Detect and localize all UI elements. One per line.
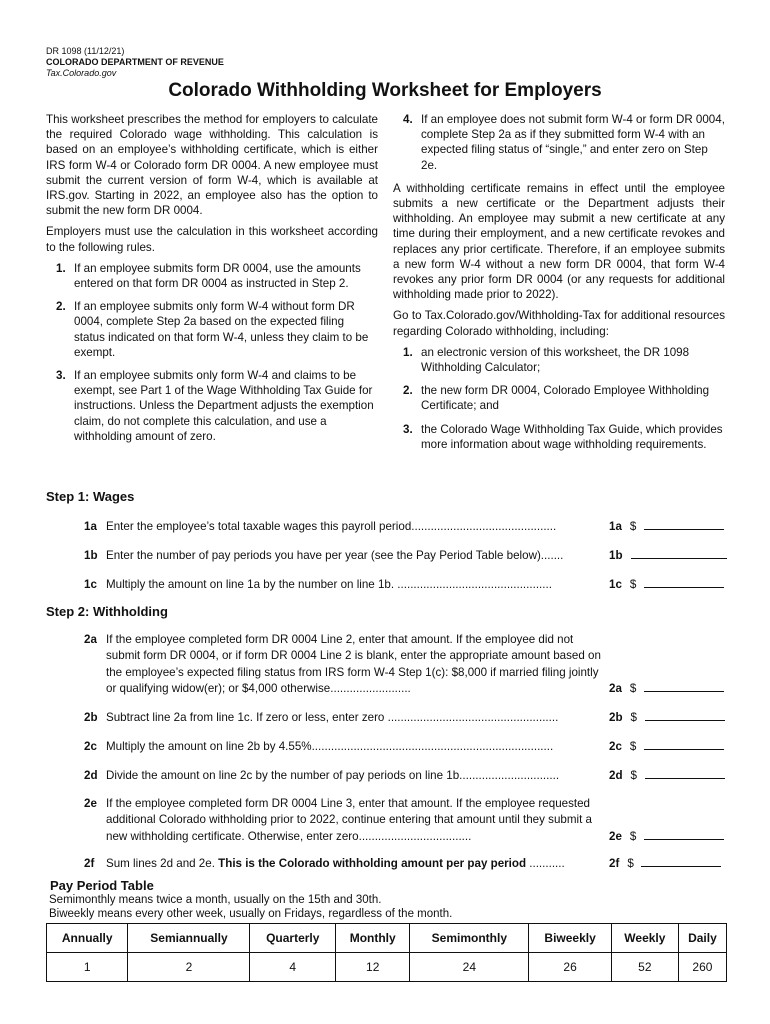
line-label: 1c [609, 578, 622, 591]
table-header-row [47, 924, 727, 953]
dollar-sign: $ [629, 578, 637, 591]
page-title: Colorado Withholding Worksheet for Employers [168, 80, 602, 101]
line-id: 2b [84, 711, 98, 724]
list-item [46, 299, 378, 360]
resource-text: the new form DR 0004, Colorado Employee Withholding Certificate; and [421, 384, 710, 413]
resource-number: 3. [403, 422, 413, 436]
line-id: 1b [84, 549, 98, 562]
rule-number: 4. [403, 113, 413, 126]
resource-number: 2. [403, 384, 413, 398]
department-name: COLORADO DEPARTMENT OF REVENUE [46, 57, 224, 67]
line-text-tail: ........... [526, 857, 565, 870]
line-text: Subtract line 2a from line 1c. If zero or less, enter zero ..................................................... [106, 711, 559, 724]
rules-list [46, 261, 378, 444]
step2-heading: Step 2: Withholding [46, 604, 168, 619]
table-cell: 260 [678, 953, 726, 982]
line-text: If the employee completed form DR 0004 Line 2, enter that amount. If the employee did not submit form DR 0004, or if form DR 0004 Line 2 is blank, enter the appropriate amount based on the employee’s expected filing status from IRS form W-4 Step 1(c): $8,000 if married filing jointly or qualifying widow(er); or $4,000 otherwise......................... [106, 633, 601, 695]
rule-text: If an employee submits only form W-4 and claims to be exempt, see Part 1 of the Wage Withholding Tax Guide for instructions. Unless the Department adjusts the exemption claim, do not complete this calculation, and use a withholding amount of zero. [74, 369, 374, 443]
table-cell: 12 [336, 953, 410, 982]
amount-field-1c[interactable] [644, 575, 724, 588]
amount-field-1a[interactable] [644, 517, 724, 530]
line-label: 2c [609, 740, 622, 753]
resources-intro: Go to Tax.Colorado.gov/Withholding-Tax for additional resources regarding Colorado withholding, including: [393, 309, 725, 338]
table-header: Semimonthly [410, 924, 529, 953]
rule-number: 1. [56, 261, 66, 275]
amount-field-2c[interactable] [644, 737, 724, 750]
semimonthly-note: Semimonthly means twice a month, usually on the 15th and 30th. [49, 894, 382, 906]
list-item [393, 383, 725, 413]
certificate-paragraph: A withholding certificate remains in effect until the employee submits a new certificate or the Department adjusts their withholding. An employee may submit a new certificate at any time during their employment, and a new certificate revokes and replaces any prior certificate. Therefore, if an employee submits a new form W-4 without a new form DR 0004, that form W-4 revokes any prior form DR 0004 (or any requests for additional withholding made prior to 2022). [393, 181, 725, 302]
dollar-sign: $ [629, 829, 637, 843]
line-1c [84, 577, 727, 593]
rules-intro: Employers must use the calculation in this worksheet according to the following rules. [46, 225, 378, 254]
line-id: 1a [84, 520, 97, 533]
resource-text: an electronic version of this worksheet, the DR 1098 Withholding Calculator; [421, 345, 690, 375]
table-cell: 2 [128, 953, 250, 982]
list-item [46, 261, 378, 291]
amount-field-2f[interactable] [641, 854, 721, 867]
line-2f [84, 856, 727, 872]
resource-text: the Colorado Wage Withholding Tax Guide, which provides more information about wage withholding requirements. [421, 422, 723, 451]
rule-text: If an employee submits only form W-4 without form DR 0004, complete Step 2a based on the expected filing status indicated on that form W-4, unless they claim to be exempt. [74, 300, 369, 359]
line-2a [84, 632, 727, 697]
line-label: 2a [609, 681, 622, 695]
list-item [393, 345, 725, 375]
left-column [46, 112, 378, 452]
right-column [393, 112, 725, 460]
dollar-sign: $ [629, 740, 637, 753]
table-cell: 52 [611, 953, 678, 982]
table-cell: 26 [529, 953, 612, 982]
line-id: 1c [84, 578, 97, 591]
amount-field-2d[interactable] [645, 766, 725, 779]
line-label: 2b [609, 711, 623, 724]
line-label: 2e [609, 829, 622, 843]
amount-field-2b[interactable] [645, 708, 725, 721]
rule4-list [393, 112, 725, 173]
resource-number: 1. [403, 345, 413, 359]
line-label: 2d [609, 769, 623, 782]
line-text: If the employee completed form DR 0004 Line 3, enter that amount. If the employee requested additional Colorado withholding prior to 2022, continue entering that amount until they submit a new withholding certificate. Otherwise, enter zero................................... [106, 797, 592, 843]
line-1b [84, 548, 727, 564]
dollar-sign: $ [630, 711, 637, 724]
line-text: Divide the amount on line 2c by the number of pay periods on line 1b............................... [106, 769, 560, 782]
table-header: Quarterly [250, 924, 336, 953]
resources-list [393, 345, 725, 452]
dollar-sign: $ [629, 520, 637, 533]
rule-text: If an employee submits form DR 0004, use the amounts entered on that form DR 0004 as instructed in Step 2. [74, 261, 361, 291]
table-header: Monthly [336, 924, 410, 953]
rule-text: If an employee does not submit form W-4 or form DR 0004, complete Step 2a as if they submitted form W-4 with an expected filing status of “single,” and enter zero on Step 2e. [421, 113, 725, 172]
intro-paragraph: This worksheet prescribes the method for employers to calculate the required Colorado wage withholding. This calculation is based on an employee’s withholding certificate, which is either IRS form W-4 or Colorado form DR 0004. A new employee must submit the current version of form W-4, which is available at IRS.gov. Starting in 2022, an employee also has the option to submit the new form DR 0004. [46, 113, 378, 218]
line-1a [84, 519, 727, 535]
pay-period-table [46, 923, 727, 982]
website: Tax.Colorado.gov [46, 68, 117, 78]
table-header: Daily [678, 924, 726, 953]
line-2d [84, 768, 727, 784]
line-text: Multiply the amount on line 1a by the number on line 1b. ................................................ [106, 578, 552, 591]
line-id: 2a [84, 633, 97, 646]
line-text-plain: Sum lines 2d and 2e. [106, 857, 219, 870]
line-text: Multiply the amount on line 2b by 4.55%........................................................................... [106, 740, 554, 753]
amount-field-1b[interactable] [631, 546, 727, 559]
table-header: Annually [47, 924, 128, 953]
line-id: 2c [84, 740, 97, 753]
line-text-bold: This is the Colorado withholding amount per pay period [218, 857, 527, 870]
dollar-sign: $ [630, 769, 637, 782]
table-header: Semiannually [128, 924, 250, 953]
table-row [47, 953, 727, 982]
pay-period-table-title: Pay Period Table [50, 878, 154, 893]
step1-heading: Step 1: Wages [46, 489, 135, 504]
rule-number: 2. [56, 300, 66, 314]
line-label: 1a [609, 520, 622, 533]
line-text [106, 856, 606, 872]
rule-number: 3. [56, 369, 66, 383]
dollar-sign: $ [629, 681, 637, 695]
table-cell: 24 [410, 953, 529, 982]
biweekly-note: Biweekly means every other week, usually on Fridays, regardless of the month. [49, 908, 453, 920]
table-header: Biweekly [529, 924, 612, 953]
amount-field-2e[interactable] [644, 827, 724, 840]
table-header: Weekly [611, 924, 678, 953]
line-text: Enter the employee’s total taxable wages this payroll period............................................. [106, 520, 557, 533]
line-id: 2f [84, 857, 95, 870]
line-2b [84, 710, 727, 726]
line-label: 1b [609, 549, 623, 562]
dollar-sign: $ [627, 857, 634, 870]
amount-field-2a[interactable] [644, 679, 724, 692]
line-label: 2f [609, 857, 620, 870]
line-id: 2d [84, 769, 98, 782]
line-text: Enter the number of pay periods you have per year (see the Pay Period Table below)....... [106, 549, 564, 562]
table-cell: 1 [47, 953, 128, 982]
line-2e [84, 796, 727, 845]
list-item [46, 368, 378, 444]
line-2c [84, 739, 727, 755]
line-id: 2e [84, 797, 97, 810]
table-cell: 4 [250, 953, 336, 982]
form-id: DR 1098 (11/12/21) [46, 46, 125, 56]
list-item [393, 112, 725, 173]
list-item [393, 422, 725, 452]
